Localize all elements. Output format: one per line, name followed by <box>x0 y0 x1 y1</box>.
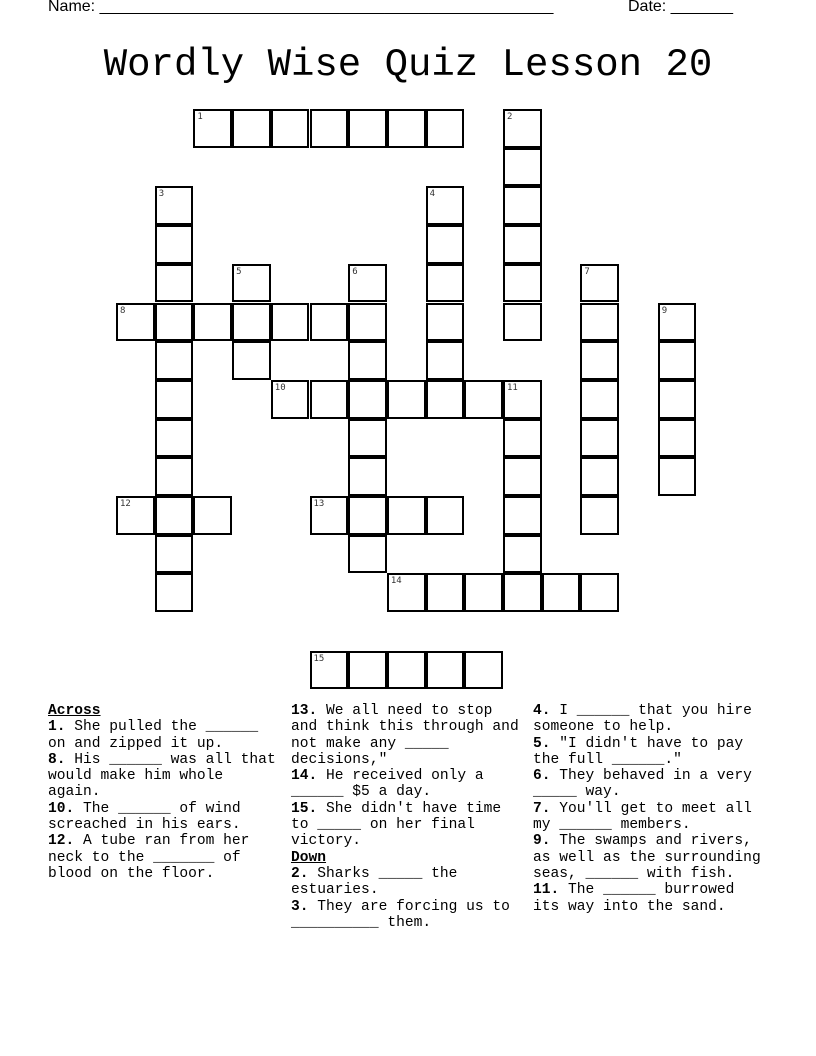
grid-cell[interactable] <box>348 419 387 458</box>
grid-cell[interactable] <box>271 303 310 342</box>
grid-cell[interactable] <box>503 303 542 342</box>
clue-text: A tube ran from her neck to the _______ of blood on the floor. <box>48 833 250 882</box>
grid-cell[interactable] <box>116 496 155 535</box>
grid-cell[interactable] <box>580 573 619 612</box>
clue-text: He received only a ______ $5 a day. <box>291 768 484 801</box>
grid-cell[interactable] <box>348 496 387 535</box>
grid-cell[interactable] <box>658 457 697 496</box>
grid-cell[interactable] <box>232 109 271 148</box>
grid-cell[interactable] <box>387 496 426 535</box>
clue-item <box>48 833 283 882</box>
grid-cell[interactable] <box>155 496 194 535</box>
clue-item <box>48 752 283 801</box>
clue-item <box>533 768 768 801</box>
grid-cell[interactable] <box>155 264 194 303</box>
clue-number: 12 <box>120 499 131 509</box>
grid-cell[interactable] <box>580 341 619 380</box>
grid-cell[interactable] <box>503 225 542 264</box>
grid-cell[interactable] <box>658 380 697 419</box>
clue-text: We all need to stop and think this through and not make any _____ decisions," <box>291 703 519 768</box>
grid-cell[interactable] <box>271 380 310 419</box>
clue-number: 3. <box>291 898 309 915</box>
grid-cell[interactable] <box>155 186 194 225</box>
grid-cell[interactable] <box>387 380 426 419</box>
grid-cell[interactable] <box>387 651 426 690</box>
grid-cell[interactable] <box>464 380 503 419</box>
grid-cell[interactable] <box>155 225 194 264</box>
name-field[interactable]: Name: ___________________________________________________ <box>48 0 554 15</box>
clue-text: They behaved in a very _____ way. <box>533 768 752 801</box>
clue-text: She pulled the ______ on and zipped it up. <box>48 719 259 752</box>
clue-number: 8. <box>48 751 66 768</box>
clue-number: 15. <box>291 800 318 817</box>
grid-cell[interactable] <box>426 264 465 303</box>
down-clue-list-continued <box>533 703 768 915</box>
clue-number: 7. <box>533 800 551 817</box>
grid-cell[interactable] <box>310 109 349 148</box>
clue-text: She didn't have time to _____ on her final victory. <box>291 800 502 850</box>
grid-cell[interactable] <box>580 457 619 496</box>
across-clue-list-continued <box>291 703 526 850</box>
grid-cell[interactable] <box>503 380 542 419</box>
across-heading: Across <box>48 703 101 719</box>
clue-item <box>291 899 526 932</box>
grid-cell[interactable] <box>310 496 349 535</box>
grid-cell[interactable] <box>310 651 349 690</box>
clue-text: The swamps and rivers, as well as the surrounding seas, ______ with fish. <box>533 833 761 882</box>
clue-item <box>48 719 283 752</box>
grid-cell[interactable] <box>193 303 232 342</box>
clue-number: 2. <box>291 865 309 882</box>
grid-cell[interactable] <box>464 573 503 612</box>
grid-cell[interactable] <box>542 573 581 612</box>
grid-cell[interactable] <box>580 380 619 419</box>
clue-text: They are forcing us to __________ them. <box>291 898 510 931</box>
grid-cell[interactable] <box>658 419 697 458</box>
clue-item <box>291 768 526 801</box>
down-heading: Down <box>291 849 327 866</box>
clue-item <box>533 703 768 736</box>
clue-number: 14. <box>291 768 318 785</box>
clue-item <box>533 833 768 882</box>
clue-number: 4 <box>429 189 436 200</box>
grid-cell[interactable] <box>348 341 387 380</box>
grid-cell[interactable] <box>658 341 697 380</box>
grid-cell[interactable] <box>348 303 387 342</box>
clue-number: 14 <box>390 576 402 587</box>
grid-cell[interactable] <box>426 496 465 535</box>
clue-number: 13 <box>313 499 325 509</box>
grid-cell[interactable] <box>387 109 426 148</box>
grid-cell[interactable] <box>580 419 619 458</box>
clue-item <box>291 866 526 899</box>
grid-cell[interactable] <box>503 264 542 303</box>
clue-number: 6 <box>352 266 358 277</box>
grid-cell[interactable] <box>232 303 271 342</box>
grid-cell[interactable] <box>387 573 426 612</box>
clue-number: 6. <box>533 768 551 785</box>
grid-cell[interactable] <box>155 419 194 458</box>
grid-cell[interactable] <box>503 186 542 225</box>
grid-cell[interactable] <box>426 225 465 264</box>
grid-cell[interactable] <box>232 341 271 380</box>
clue-item <box>291 703 526 768</box>
clue-item <box>533 801 768 834</box>
grid-cell[interactable] <box>155 341 194 380</box>
clue-text: I ______ that you hire someone to help. <box>533 703 752 736</box>
date-field[interactable]: Date: _______ <box>628 0 733 15</box>
grid-cell[interactable] <box>503 148 542 187</box>
grid-cell[interactable] <box>348 457 387 496</box>
grid-cell[interactable] <box>348 535 387 574</box>
page-title: Wordly Wise Quiz Lesson 20 <box>103 43 713 87</box>
grid-cell[interactable] <box>155 457 194 496</box>
clue-number: 3 <box>158 189 165 200</box>
grid-cell[interactable] <box>464 651 503 690</box>
grid-cell[interactable] <box>348 264 387 303</box>
clue-number: 9. <box>533 833 551 850</box>
clue-number: 11. <box>533 882 560 899</box>
grid-cell[interactable] <box>232 264 271 303</box>
clues-column-1 <box>48 703 283 882</box>
grid-cell[interactable] <box>580 496 619 535</box>
clue-number: 1 <box>197 112 203 122</box>
clue-number: 5. <box>533 735 551 752</box>
clue-text: Sharks _____ the estuaries. <box>291 865 458 899</box>
clue-text: His ______ was all that would make him whole again. <box>48 751 276 801</box>
grid-cell[interactable] <box>503 496 542 535</box>
clues-column-3 <box>533 703 768 915</box>
clue-text: The ______ burrowed its way into the sand. <box>533 882 735 915</box>
clue-number: 13. <box>291 703 318 719</box>
grid-cell[interactable] <box>503 109 542 148</box>
grid-cell[interactable] <box>503 573 542 612</box>
clue-item <box>533 736 768 769</box>
grid-cell[interactable] <box>503 457 542 496</box>
grid-cell[interactable] <box>580 303 619 342</box>
clue-item <box>291 801 526 850</box>
clue-number: 10. <box>48 800 75 817</box>
down-clue-list <box>291 866 526 931</box>
clue-number: 4. <box>533 703 551 719</box>
grid-cell[interactable] <box>426 303 465 342</box>
clue-number: 15 <box>313 653 325 664</box>
grid-cell[interactable] <box>193 496 232 535</box>
grid-cell[interactable] <box>155 303 194 342</box>
grid-cell[interactable] <box>116 303 155 342</box>
grid-cell[interactable] <box>580 264 619 303</box>
grid-cell[interactable] <box>193 109 232 148</box>
grid-cell[interactable] <box>503 419 542 458</box>
grid-cell[interactable] <box>658 303 697 342</box>
clue-number: 2 <box>507 112 513 122</box>
clue-number: 12. <box>48 833 75 850</box>
grid-cell[interactable] <box>426 573 465 612</box>
grid-cell[interactable] <box>155 535 194 574</box>
grid-cell[interactable] <box>155 573 194 612</box>
clue-text: "I didn't have to pay the full ______." <box>533 735 744 768</box>
grid-cell[interactable] <box>426 380 465 419</box>
grid-cell[interactable] <box>426 341 465 380</box>
grid-cell[interactable] <box>426 109 465 148</box>
grid-cell[interactable] <box>155 380 194 419</box>
clue-number: 8 <box>120 305 126 316</box>
clue-item <box>533 882 768 915</box>
grid-cell[interactable] <box>310 303 349 342</box>
across-clue-list <box>48 719 283 882</box>
clue-item <box>48 801 283 834</box>
clue-number: 1. <box>48 719 66 736</box>
grid-cell[interactable] <box>348 380 387 419</box>
grid-cell[interactable] <box>348 109 387 148</box>
clue-number: 11 <box>507 382 518 393</box>
clue-number: 5 <box>236 266 242 277</box>
grid-cell[interactable] <box>426 651 465 690</box>
grid-cell[interactable] <box>426 186 465 225</box>
clue-number: 10 <box>274 382 286 393</box>
clue-number: 9 <box>661 305 668 316</box>
grid-cell[interactable] <box>271 109 310 148</box>
grid-cell[interactable] <box>310 380 349 419</box>
grid-cell[interactable] <box>503 535 542 574</box>
clue-text: The ______ of wind screached in his ears. <box>48 800 241 834</box>
clues-column-2 <box>291 703 526 931</box>
grid-cell[interactable] <box>348 651 387 690</box>
clue-text: You'll get to meet all my ______ members. <box>533 800 752 834</box>
clue-number: 7 <box>584 266 590 277</box>
